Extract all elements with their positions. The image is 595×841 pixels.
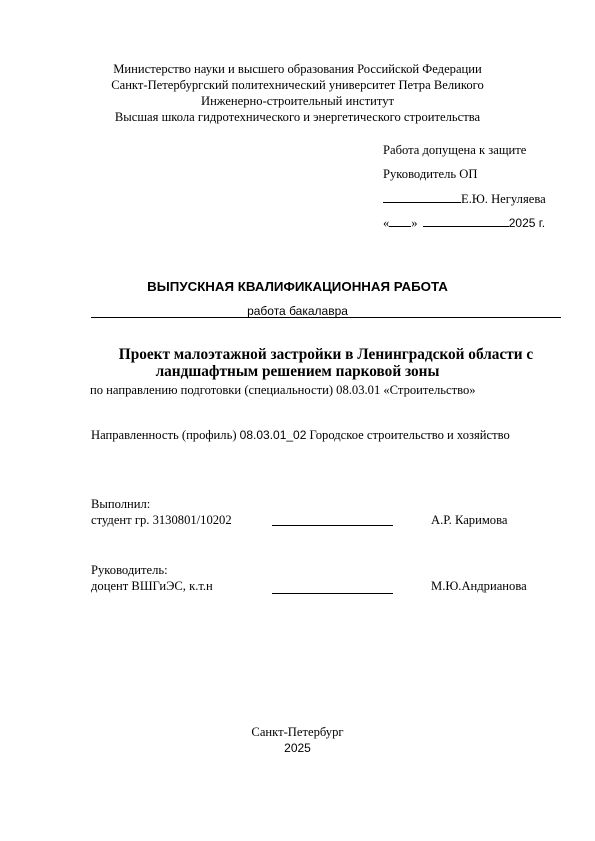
page-title: ВЫПУСКНАЯ КВАЛИФИКАЦИОННАЯ РАБОТА (147, 279, 448, 294)
profile-label: Направленность (профиль) (91, 428, 240, 442)
profile-code: 08.03.01_02 (239, 428, 307, 442)
student-signature-line (272, 525, 393, 526)
supervisor-name: М.Ю.Андрианова (431, 579, 527, 593)
date-close-quote: » (411, 216, 418, 230)
month-blank (423, 214, 509, 227)
ministry-line: Министерство науки и высшего образования Российской Федерации (113, 62, 482, 76)
institute-line: Инженерно-строительный институт (200, 94, 395, 108)
student-label: Выполнил: (91, 497, 151, 511)
supervisor-signature-line (272, 593, 393, 594)
signature-blank (383, 190, 461, 203)
project-title-line-1: Проект малоэтажной застройки в Ленинградской области с (118, 346, 534, 363)
approval-year: 2025 г. (508, 216, 546, 230)
approval-date-line (383, 214, 545, 231)
work-type: работа бакалавра (247, 304, 348, 318)
profile-name: Городское строительство и хозяйство (306, 428, 510, 442)
supervisor-label: Руководитель: (91, 563, 168, 577)
date-open-quote: « (383, 216, 390, 230)
approval-head-name: Е.Ю. Негуляева (461, 192, 546, 206)
student-name: А.Р. Каримова (431, 513, 508, 527)
student-position: студент гр. 3130801/10202 (91, 513, 232, 527)
direction-line: по направлению подготовки (специальности) 08.03.01 «Строительство» (90, 383, 476, 397)
approval-admitted: Работа допущена к защите (383, 143, 527, 157)
footer-year: 2025 (284, 741, 311, 755)
approval-signature-line (383, 190, 546, 207)
footer-city: Санкт-Петербург (251, 725, 344, 739)
day-blank (389, 214, 411, 227)
approval-head-title: Руководитель ОП (383, 167, 478, 181)
university-line: Санкт-Петербургский политехнический университет Петра Великого (111, 78, 484, 92)
profile-line (91, 427, 510, 443)
supervisor-position: доцент ВШГиЭС, к.т.н (91, 579, 213, 593)
school-line: Высшая школа гидротехнического и энергетического строительства (114, 110, 481, 124)
project-title-line-2: ландшафтным решением парковой зоны (155, 363, 440, 380)
